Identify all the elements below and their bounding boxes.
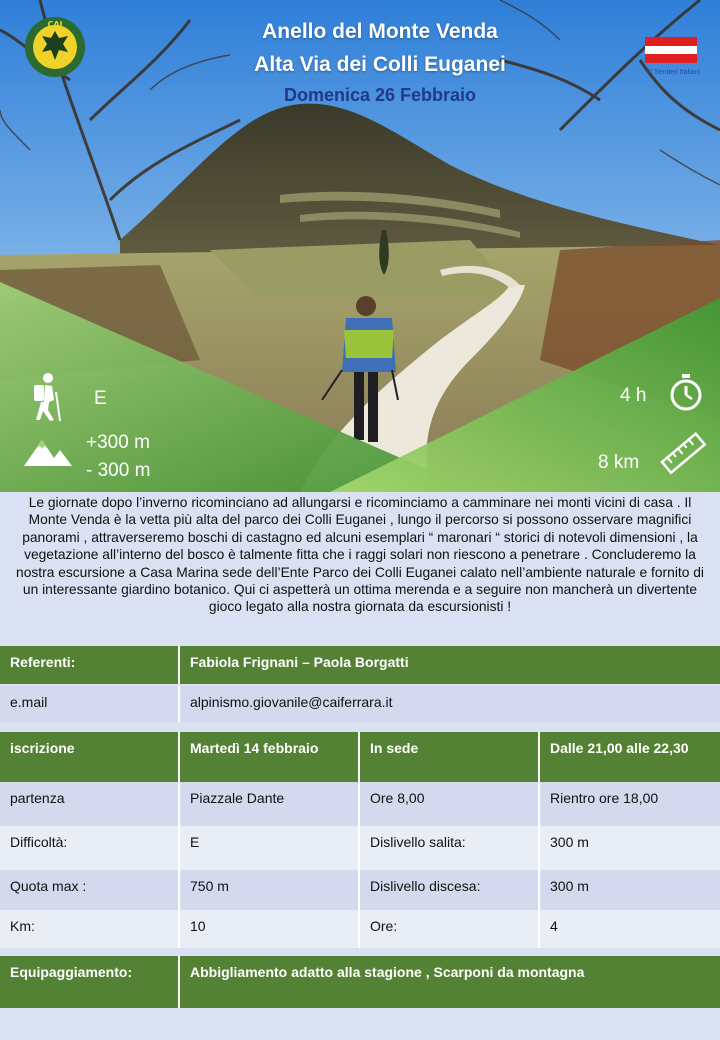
- svg-text:CAI: CAI: [47, 20, 63, 29]
- table-cell: partenza: [0, 782, 180, 826]
- table-cell: Ore 8,00: [360, 782, 540, 826]
- equipment-value: Abbigliamento adatto alla stagione , Scarponi da montagna: [180, 956, 720, 1008]
- hiker-icon: [28, 372, 64, 422]
- table-cell: iscrizione: [0, 732, 180, 782]
- email-link[interactable]: alpinismo.giovanile@caiferrara.it: [180, 686, 720, 722]
- ascent-value: +300 m: [86, 432, 150, 453]
- event-subtitle: Alta Via dei Colli Euganei: [254, 53, 506, 76]
- table-row-partenza: [0, 782, 720, 826]
- table-row-km: [0, 910, 720, 948]
- table-row-referenti: [0, 646, 720, 684]
- stopwatch-icon: [669, 374, 703, 412]
- table-cell: 4: [540, 910, 720, 948]
- email-label: e.mail: [0, 686, 180, 722]
- table-cell: 300 m: [540, 826, 720, 870]
- hero-photo: [0, 0, 720, 492]
- table-cell: 300 m: [540, 870, 720, 910]
- table-cell: Quota max :: [0, 870, 180, 910]
- table-row-equipaggiamento: [0, 956, 720, 1008]
- table-row-quota: [0, 870, 720, 910]
- equipment-label: Equipaggiamento:: [0, 956, 180, 1008]
- table-cell: Piazzale Dante: [180, 782, 360, 826]
- table-cell: Dalle 21,00 alle 22,30: [540, 732, 720, 782]
- event-title: Anello del Monte Venda: [262, 20, 498, 43]
- table-cell: 750 m: [180, 870, 360, 910]
- referenti-label: Referenti:: [0, 646, 180, 684]
- table-row-difficolta: [0, 826, 720, 870]
- difficulty-value: E: [94, 388, 107, 409]
- table-row-iscrizione: [0, 732, 720, 782]
- table-cell: Martedì 14 febbraio: [180, 732, 360, 782]
- distance-value: 8 km: [598, 452, 640, 473]
- event-date: Domenica 26 Febbraio: [283, 85, 477, 105]
- table-cell: 10: [180, 910, 360, 948]
- event-description: Le giornate dopo l’inverno ricominciano ad allungarsi e ricominciamo a camminare nei monti vicini di casa . Il Monte Venda è la vetta più alta del parco dei Colli Euganei , lungo il percorso si possono osservare magnifici panorami , attraverseremo boschi di castagno ed alcuni esemplari “ maronari “ storici di notevoli dimensioni , la vegetazione all’interno del bosco è talmente fitta che i raggi solari non riescono a penetrare . Concluderemo la nostra escursione a Casa Marina sede dell’Ente Parco dei Colli Euganei calato nell’ambiente naturale e fornito di un interessante giardino botanico. Qui ci aspetterà un ottima merenda e a seguire non mancherà un divertente gioco legato alla nostra giornata da escursionisti !: [16, 495, 704, 615]
- table-row-email: [0, 686, 720, 722]
- table-cell: Ore:: [360, 910, 540, 948]
- table-cell: Dislivello discesa:: [360, 870, 540, 910]
- referenti-value: Fabiola Frignani – Paola Borgatti: [180, 646, 720, 684]
- table-cell: Km:: [0, 910, 180, 948]
- table-cell: In sede: [360, 732, 540, 782]
- mountain-icon: [24, 436, 72, 466]
- photo-credit: © Sentieri Italiani: [647, 69, 701, 76]
- ruler-icon: [660, 432, 708, 476]
- table-cell: Difficoltà:: [0, 826, 180, 870]
- descent-value: - 300 m: [86, 460, 151, 481]
- table-cell: E: [180, 826, 360, 870]
- table-cell: Rientro ore 18,00: [540, 782, 720, 826]
- table-cell: Dislivello salita:: [360, 826, 540, 870]
- duration-value: 4 h: [620, 385, 647, 406]
